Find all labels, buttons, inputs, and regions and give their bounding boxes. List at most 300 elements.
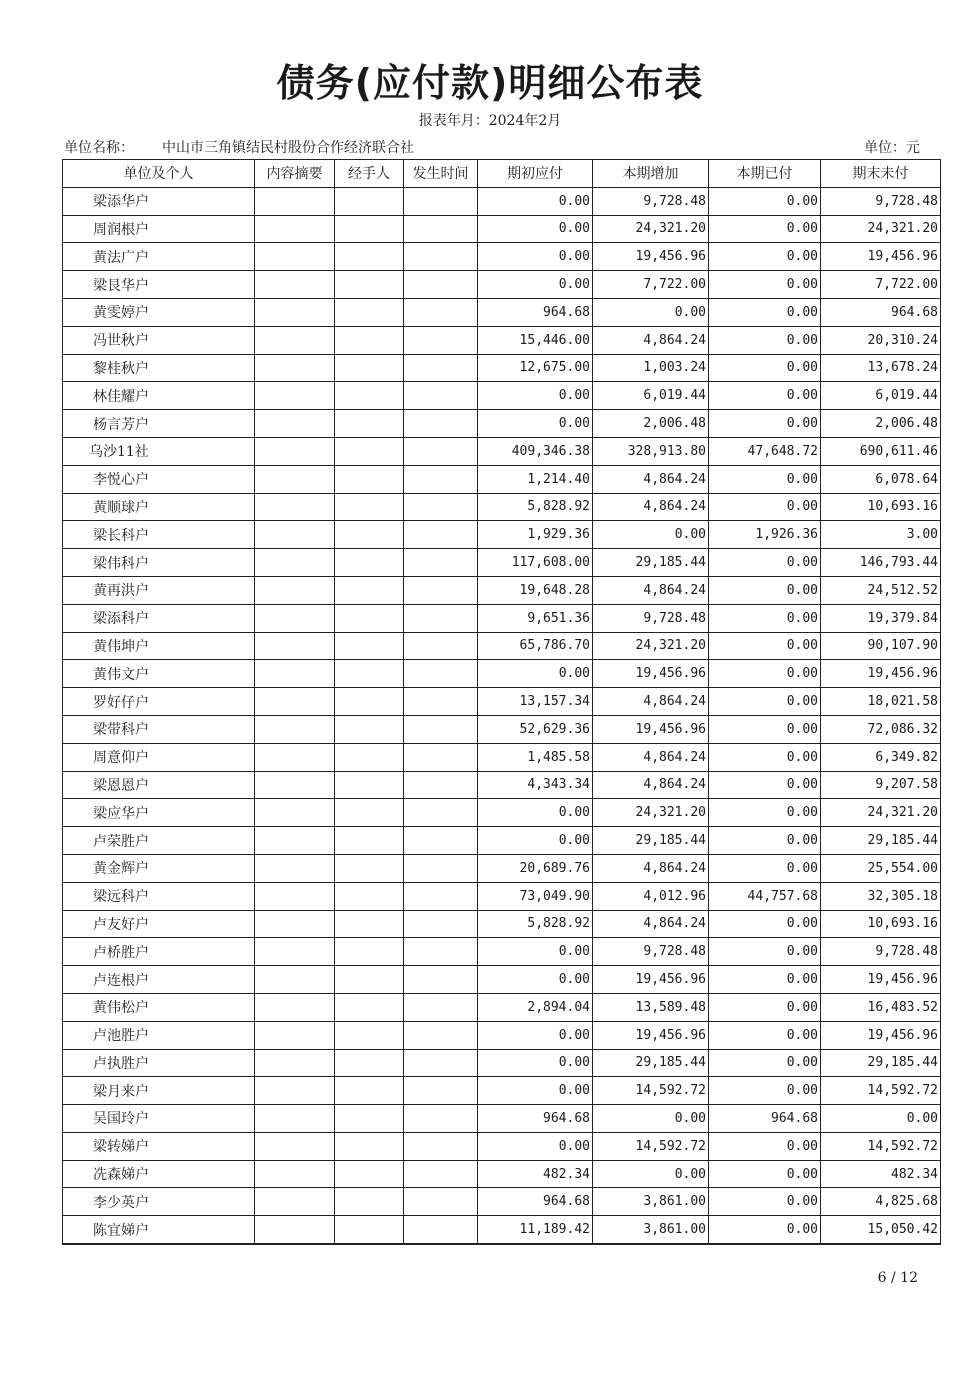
cell-date (404, 604, 478, 632)
cell-closing: 25,554.00 (821, 854, 941, 882)
cell-increase: 9,728.48 (593, 187, 709, 215)
cell-closing: 146,793.44 (821, 549, 941, 577)
cell-handler (335, 187, 404, 215)
cell-increase: 9,728.48 (593, 938, 709, 966)
cell-opening: 4,343.34 (478, 771, 593, 799)
cell-closing: 10,693.16 (821, 493, 941, 521)
cell-handler (335, 271, 404, 299)
report-period: 报表年月：2024年2月 (418, 113, 562, 129)
cell-date (404, 354, 478, 382)
cell-handler (335, 854, 404, 882)
cell-date (404, 243, 478, 271)
cell-name: 黄再洪户 (63, 576, 255, 604)
cell-name: 梁远科户 (63, 882, 255, 910)
cell-name: 周意仰户 (63, 743, 255, 771)
cell-summary (255, 298, 335, 326)
cell-opening: 11,189.42 (478, 1216, 593, 1244)
cell-opening: 0.00 (478, 1077, 593, 1105)
cell-opening: 964.68 (478, 1188, 593, 1216)
cell-opening: 964.68 (478, 1105, 593, 1133)
table-row (63, 827, 941, 855)
cell-closing: 0.00 (821, 1105, 941, 1133)
cell-summary (255, 1160, 335, 1188)
cell-name: 梁艮华户 (63, 271, 255, 299)
cell-summary (255, 493, 335, 521)
cell-paid: 0.00 (709, 271, 821, 299)
cell-opening: 65,786.70 (478, 632, 593, 660)
cell-closing: 20,310.24 (821, 326, 941, 354)
cell-name: 梁恩恩户 (63, 771, 255, 799)
cell-date (404, 493, 478, 521)
cell-opening: 1,214.40 (478, 465, 593, 493)
table-row (63, 1049, 941, 1077)
cell-name: 冼森娣户 (63, 1160, 255, 1188)
cell-handler (335, 1105, 404, 1133)
cell-opening: 1,929.36 (478, 521, 593, 549)
cell-paid: 0.00 (709, 382, 821, 410)
cell-paid: 0.00 (709, 1132, 821, 1160)
cell-closing: 6,078.64 (821, 465, 941, 493)
cell-increase: 29,185.44 (593, 827, 709, 855)
cell-handler (335, 688, 404, 716)
table-row (63, 437, 941, 465)
cell-handler (335, 298, 404, 326)
currency-unit: 单位：元 (864, 140, 920, 156)
cell-increase: 4,864.24 (593, 854, 709, 882)
cell-opening: 9,651.36 (478, 604, 593, 632)
cell-name: 黎桂秋户 (63, 354, 255, 382)
cell-increase: 24,321.20 (593, 632, 709, 660)
cell-opening: 0.00 (478, 1132, 593, 1160)
table-row (63, 854, 941, 882)
cell-summary (255, 910, 335, 938)
cell-opening: 5,828.92 (478, 910, 593, 938)
cell-paid: 0.00 (709, 827, 821, 855)
cell-opening: 1,485.58 (478, 743, 593, 771)
cell-increase: 14,592.72 (593, 1132, 709, 1160)
cell-handler (335, 771, 404, 799)
cell-paid: 0.00 (709, 993, 821, 1021)
cell-increase: 19,456.96 (593, 1021, 709, 1049)
cell-date (404, 993, 478, 1021)
cell-date (404, 660, 478, 688)
cell-increase: 14,592.72 (593, 1077, 709, 1105)
cell-opening: 5,828.92 (478, 493, 593, 521)
cell-summary (255, 215, 335, 243)
cell-increase: 4,864.24 (593, 771, 709, 799)
cell-handler (335, 966, 404, 994)
table-row (63, 410, 941, 438)
cell-handler (335, 549, 404, 577)
cell-handler (335, 1077, 404, 1105)
table-row (63, 521, 941, 549)
cell-paid: 0.00 (709, 1049, 821, 1077)
cell-paid: 964.68 (709, 1105, 821, 1133)
cell-handler (335, 743, 404, 771)
cell-name: 黄顺球户 (63, 493, 255, 521)
cell-summary (255, 243, 335, 271)
cell-name: 李少英户 (63, 1188, 255, 1216)
cell-increase: 6,019.44 (593, 382, 709, 410)
cell-closing: 29,185.44 (821, 1049, 941, 1077)
cell-name: 卢友好户 (63, 910, 255, 938)
cell-date (404, 854, 478, 882)
table-row (63, 799, 941, 827)
cell-closing: 24,512.52 (821, 576, 941, 604)
cell-closing: 14,592.72 (821, 1077, 941, 1105)
cell-date (404, 187, 478, 215)
table-row (63, 215, 941, 243)
table-row (63, 1021, 941, 1049)
cell-summary (255, 465, 335, 493)
cell-handler (335, 1021, 404, 1049)
cell-name: 周润根户 (63, 215, 255, 243)
cell-closing: 9,728.48 (821, 187, 941, 215)
cell-paid: 0.00 (709, 771, 821, 799)
cell-increase: 19,456.96 (593, 966, 709, 994)
cell-increase: 24,321.20 (593, 799, 709, 827)
cell-closing: 15,050.42 (821, 1216, 941, 1244)
cell-opening: 0.00 (478, 938, 593, 966)
cell-opening: 0.00 (478, 1049, 593, 1077)
cell-date (404, 1160, 478, 1188)
cell-opening: 0.00 (478, 271, 593, 299)
table-body (63, 187, 941, 1244)
cell-paid: 0.00 (709, 966, 821, 994)
cell-name: 黄金辉户 (63, 854, 255, 882)
cell-increase: 19,456.96 (593, 660, 709, 688)
cell-increase: 4,012.96 (593, 882, 709, 910)
cell-closing: 16,483.52 (821, 993, 941, 1021)
cell-closing: 24,321.20 (821, 215, 941, 243)
cell-increase: 4,864.24 (593, 326, 709, 354)
cell-handler (335, 326, 404, 354)
cell-closing: 29,185.44 (821, 827, 941, 855)
table-row (63, 938, 941, 966)
cell-date (404, 799, 478, 827)
cell-paid: 0.00 (709, 326, 821, 354)
cell-handler (335, 1188, 404, 1216)
cell-date (404, 1049, 478, 1077)
cell-name: 罗好仔户 (63, 688, 255, 716)
cell-increase: 4,864.24 (593, 493, 709, 521)
cell-paid: 0.00 (709, 660, 821, 688)
cell-date (404, 521, 478, 549)
cell-summary (255, 549, 335, 577)
cell-paid: 0.00 (709, 187, 821, 215)
cell-summary (255, 854, 335, 882)
cell-date (404, 827, 478, 855)
cell-increase: 1,003.24 (593, 354, 709, 382)
cell-name: 冯世秋户 (63, 326, 255, 354)
cell-increase: 0.00 (593, 298, 709, 326)
cell-summary (255, 326, 335, 354)
cell-name: 梁伟科户 (63, 549, 255, 577)
table-row (63, 882, 941, 910)
cell-opening: 0.00 (478, 799, 593, 827)
cell-summary (255, 187, 335, 215)
cell-summary (255, 771, 335, 799)
cell-name: 黄伟文户 (63, 660, 255, 688)
cell-name: 李悦心户 (63, 465, 255, 493)
cell-handler (335, 410, 404, 438)
cell-increase: 0.00 (593, 1160, 709, 1188)
cell-closing: 9,728.48 (821, 938, 941, 966)
cell-name: 卢荣胜户 (63, 827, 255, 855)
cell-summary (255, 354, 335, 382)
cell-increase: 4,864.24 (593, 688, 709, 716)
cell-summary (255, 521, 335, 549)
cell-summary (255, 437, 335, 465)
cell-closing: 3.00 (821, 521, 941, 549)
cell-opening: 20,689.76 (478, 854, 593, 882)
payables-table (62, 159, 941, 1245)
cell-date (404, 271, 478, 299)
unit-name-label: 单位名称： (64, 140, 134, 156)
cell-closing: 32,305.18 (821, 882, 941, 910)
cell-opening: 19,648.28 (478, 576, 593, 604)
cell-closing: 6,019.44 (821, 382, 941, 410)
cell-closing: 72,086.32 (821, 715, 941, 743)
cell-closing: 19,456.96 (821, 1021, 941, 1049)
cell-closing: 90,107.90 (821, 632, 941, 660)
cell-date (404, 576, 478, 604)
table-row (63, 1132, 941, 1160)
cell-date (404, 1216, 478, 1244)
cell-date (404, 1021, 478, 1049)
table-row (63, 966, 941, 994)
cell-summary (255, 382, 335, 410)
cell-name: 卢桥胜户 (63, 938, 255, 966)
cell-closing: 6,349.82 (821, 743, 941, 771)
cell-handler (335, 993, 404, 1021)
cell-closing: 18,021.58 (821, 688, 941, 716)
cell-handler (335, 354, 404, 382)
cell-opening: 0.00 (478, 827, 593, 855)
cell-handler (335, 1216, 404, 1244)
cell-summary (255, 688, 335, 716)
cell-handler (335, 1049, 404, 1077)
cell-summary (255, 1049, 335, 1077)
cell-summary (255, 1021, 335, 1049)
cell-date (404, 549, 478, 577)
cell-summary (255, 576, 335, 604)
cell-opening: 0.00 (478, 243, 593, 271)
table-row (63, 354, 941, 382)
table-row (63, 1188, 941, 1216)
cell-increase: 3,861.00 (593, 1216, 709, 1244)
cell-summary (255, 938, 335, 966)
table-row (63, 715, 941, 743)
cell-date (404, 743, 478, 771)
table-row (63, 243, 941, 271)
cell-handler (335, 882, 404, 910)
cell-summary (255, 1216, 335, 1244)
cell-name: 梁带科户 (63, 715, 255, 743)
cell-date (404, 1077, 478, 1105)
cell-paid: 0.00 (709, 549, 821, 577)
cell-name: 黄伟坤户 (63, 632, 255, 660)
cell-increase: 2,006.48 (593, 410, 709, 438)
cell-paid: 0.00 (709, 465, 821, 493)
cell-handler (335, 604, 404, 632)
cell-handler (335, 632, 404, 660)
cell-closing: 14,592.72 (821, 1132, 941, 1160)
table-row (63, 910, 941, 938)
cell-paid: 0.00 (709, 298, 821, 326)
cell-name: 梁添华户 (63, 187, 255, 215)
cell-summary (255, 743, 335, 771)
cell-date (404, 1188, 478, 1216)
cell-date (404, 910, 478, 938)
cell-paid: 0.00 (709, 243, 821, 271)
cell-opening: 0.00 (478, 215, 593, 243)
cell-paid: 0.00 (709, 1077, 821, 1105)
page-title: 债务(应付款)明细公布表 (276, 61, 704, 105)
cell-paid: 0.00 (709, 715, 821, 743)
cell-handler (335, 243, 404, 271)
page-number: 6 / 12 (877, 1270, 918, 1286)
cell-opening: 0.00 (478, 382, 593, 410)
cell-name: 梁月来户 (63, 1077, 255, 1105)
cell-paid: 0.00 (709, 1021, 821, 1049)
cell-date (404, 688, 478, 716)
cell-name: 黄伟松户 (63, 993, 255, 1021)
col-header-paid: 本期已付 (709, 160, 821, 188)
cell-date (404, 882, 478, 910)
cell-date (404, 465, 478, 493)
cell-increase: 24,321.20 (593, 215, 709, 243)
cell-closing: 482.34 (821, 1160, 941, 1188)
cell-handler (335, 382, 404, 410)
cell-summary (255, 1077, 335, 1105)
cell-opening: 482.34 (478, 1160, 593, 1188)
cell-date (404, 1132, 478, 1160)
cell-paid: 0.00 (709, 910, 821, 938)
cell-closing: 9,207.58 (821, 771, 941, 799)
cell-increase: 3,861.00 (593, 1188, 709, 1216)
cell-paid: 0.00 (709, 938, 821, 966)
col-header-opening: 期初应付 (478, 160, 593, 188)
cell-summary (255, 271, 335, 299)
cell-date (404, 938, 478, 966)
cell-closing: 19,456.96 (821, 966, 941, 994)
cell-opening: 12,675.00 (478, 354, 593, 382)
cell-name: 乌沙11社 (63, 437, 255, 465)
cell-summary (255, 827, 335, 855)
cell-handler (335, 576, 404, 604)
table-row (63, 187, 941, 215)
cell-increase: 0.00 (593, 521, 709, 549)
cell-increase: 4,864.24 (593, 743, 709, 771)
cell-handler (335, 493, 404, 521)
cell-name: 卢池胜户 (63, 1021, 255, 1049)
cell-handler (335, 215, 404, 243)
cell-paid: 0.00 (709, 493, 821, 521)
table-row (63, 576, 941, 604)
cell-summary (255, 799, 335, 827)
cell-opening: 52,629.36 (478, 715, 593, 743)
cell-paid: 0.00 (709, 1160, 821, 1188)
cell-handler (335, 437, 404, 465)
cell-increase: 7,722.00 (593, 271, 709, 299)
cell-increase: 328,913.80 (593, 437, 709, 465)
cell-closing: 24,321.20 (821, 799, 941, 827)
cell-increase: 13,589.48 (593, 993, 709, 1021)
cell-date (404, 715, 478, 743)
cell-date (404, 326, 478, 354)
cell-increase: 4,864.24 (593, 910, 709, 938)
cell-summary (255, 715, 335, 743)
cell-name: 梁转娣户 (63, 1132, 255, 1160)
table-row (63, 1077, 941, 1105)
cell-opening: 73,049.90 (478, 882, 593, 910)
cell-paid: 0.00 (709, 1216, 821, 1244)
cell-increase: 4,864.24 (593, 465, 709, 493)
table-row (63, 326, 941, 354)
cell-handler (335, 1160, 404, 1188)
cell-name: 杨言芳户 (63, 410, 255, 438)
cell-opening: 2,894.04 (478, 993, 593, 1021)
cell-name: 林佳耀户 (63, 382, 255, 410)
table-row (63, 604, 941, 632)
unit-name-line (64, 137, 414, 157)
cell-handler (335, 827, 404, 855)
table-row (63, 771, 941, 799)
cell-paid: 0.00 (709, 854, 821, 882)
cell-name: 黄法广户 (63, 243, 255, 271)
cell-summary (255, 1105, 335, 1133)
cell-opening: 13,157.34 (478, 688, 593, 716)
table-row (63, 493, 941, 521)
cell-summary (255, 1132, 335, 1160)
table-row (63, 1160, 941, 1188)
table-row (63, 298, 941, 326)
cell-closing: 964.68 (821, 298, 941, 326)
cell-closing: 19,379.84 (821, 604, 941, 632)
cell-paid: 0.00 (709, 743, 821, 771)
cell-handler (335, 715, 404, 743)
col-header-handler: 经手人 (335, 160, 404, 188)
cell-increase: 9,728.48 (593, 604, 709, 632)
cell-paid: 0.00 (709, 632, 821, 660)
cell-opening: 409,346.38 (478, 437, 593, 465)
cell-name: 吴国玲户 (63, 1105, 255, 1133)
cell-handler (335, 910, 404, 938)
cell-date (404, 771, 478, 799)
table-row (63, 743, 941, 771)
table-row (63, 993, 941, 1021)
cell-name: 卢连根户 (63, 966, 255, 994)
cell-paid: 0.00 (709, 576, 821, 604)
col-header-increase: 本期增加 (593, 160, 709, 188)
table-row (63, 1216, 941, 1244)
cell-paid: 47,648.72 (709, 437, 821, 465)
cell-handler (335, 521, 404, 549)
cell-name: 卢执胜户 (63, 1049, 255, 1077)
cell-handler (335, 465, 404, 493)
col-header-entity: 单位及个人 (63, 160, 255, 188)
table-row (63, 382, 941, 410)
cell-opening: 0.00 (478, 966, 593, 994)
cell-date (404, 966, 478, 994)
cell-name: 梁长科户 (63, 521, 255, 549)
cell-date (404, 298, 478, 326)
cell-date (404, 215, 478, 243)
cell-handler (335, 660, 404, 688)
cell-closing: 10,693.16 (821, 910, 941, 938)
cell-summary (255, 1188, 335, 1216)
